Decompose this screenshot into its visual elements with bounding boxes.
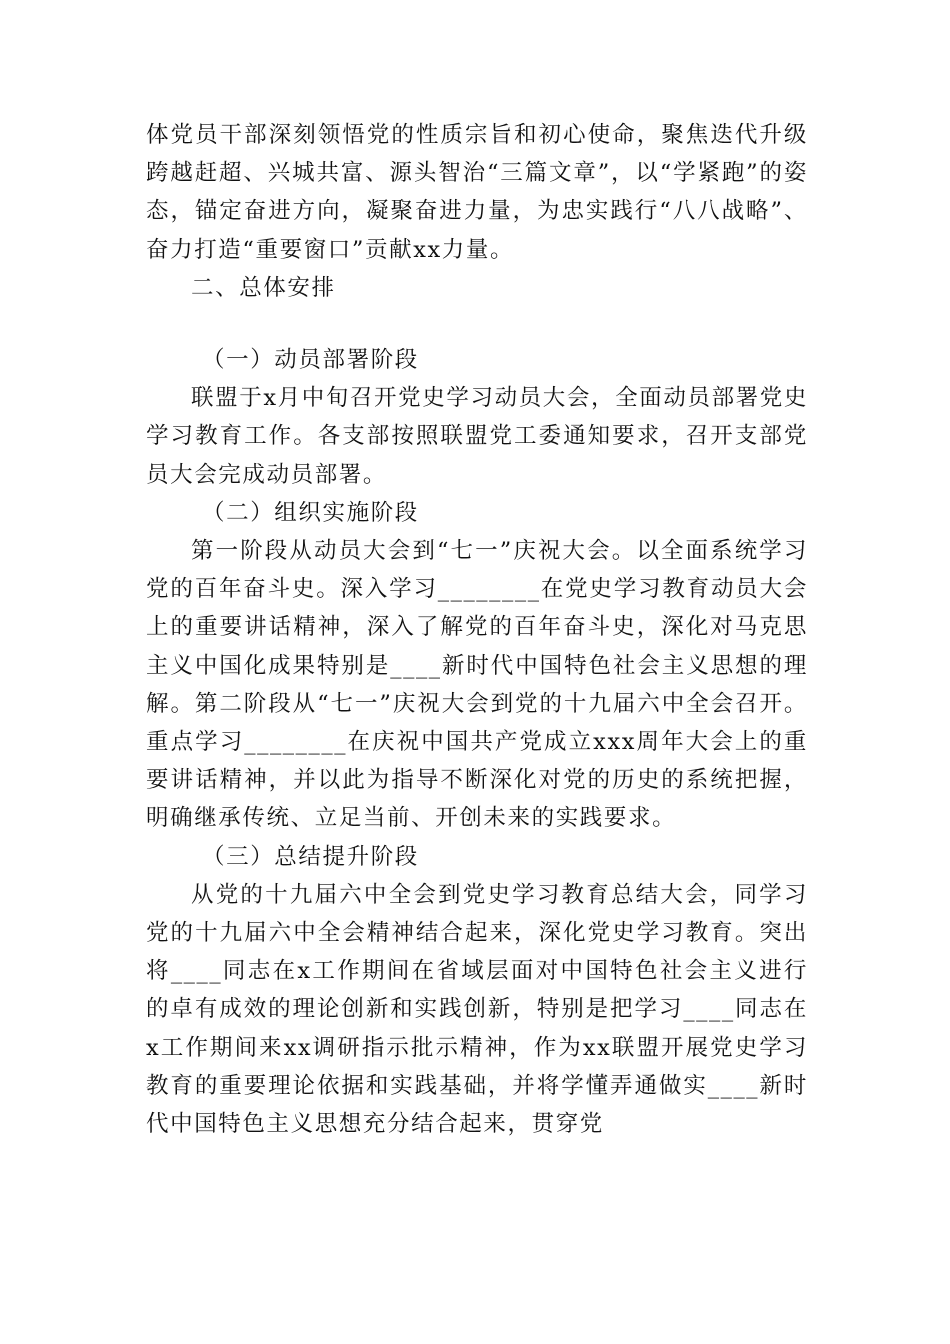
document-body xyxy=(146,116,808,1143)
section-gap xyxy=(146,307,808,341)
stage2-title: （二）组织实施阶段 xyxy=(202,499,419,526)
stage3-paragraph: 从党的十九届六中全会到党史学习教育总结大会，同学习党的十九届六中全会精神结合起来，深化党史学习教育。突出将____同志在x工作期间在省域层面对中国特色社会主义进行的卓有成效的理论创新和实践创新，特别是把学习____同志在x工作期间来xx调研指示批示精神，作为xx联盟开展党史学习教育的重要理论依据和实践基础，并将学懂弄通做实____新时代中国特色主义思想充分结合起来，贯穿党 xyxy=(146,881,808,1138)
stage1-title: （一）动员部署阶段 xyxy=(202,347,419,374)
stage3-title: （三）总结提升阶段 xyxy=(202,843,419,870)
stage1-paragraph: 联盟于x月中旬召开党史学习动员大会，全面动员部署党史学习教育工作。各支部按照联盟党工委通知要求，召开支部党员大会完成动员部署。 xyxy=(146,385,808,488)
stage2-paragraph: 第一阶段从动员大会到“七一”庆祝大会。以全面系统学习党的百年奋斗史。深入学习________在党史学习教育动员大会上的重要讲话精神，深入了解党的百年奋斗史，深化对马克思主义中国化成果特别是____新时代中国特色社会主义思想的理解。第二阶段从“七一”庆祝大会到党的十九届六中全会召开。重点学习________在庆祝中国共产党成立xxx周年大会上的重要讲话精神，并以此为指导不断深化对党的历史的系统把握，明确继承传统、立足当前、开创未来的实践要求。 xyxy=(146,538,808,832)
intro-paragraph: 体党员干部深刻领悟党的性质宗旨和初心使命，聚焦迭代升级跨越赶超、兴城共富、源头智治“三篇文章”，以“学紧跑”的姿态，锚定奋进方向，凝聚奋进力量，为忠实践行“八八战略”、奋力打造“重要窗口”贡献xx力量。 xyxy=(146,122,808,263)
section-title: 二、总体安排 xyxy=(191,274,336,301)
